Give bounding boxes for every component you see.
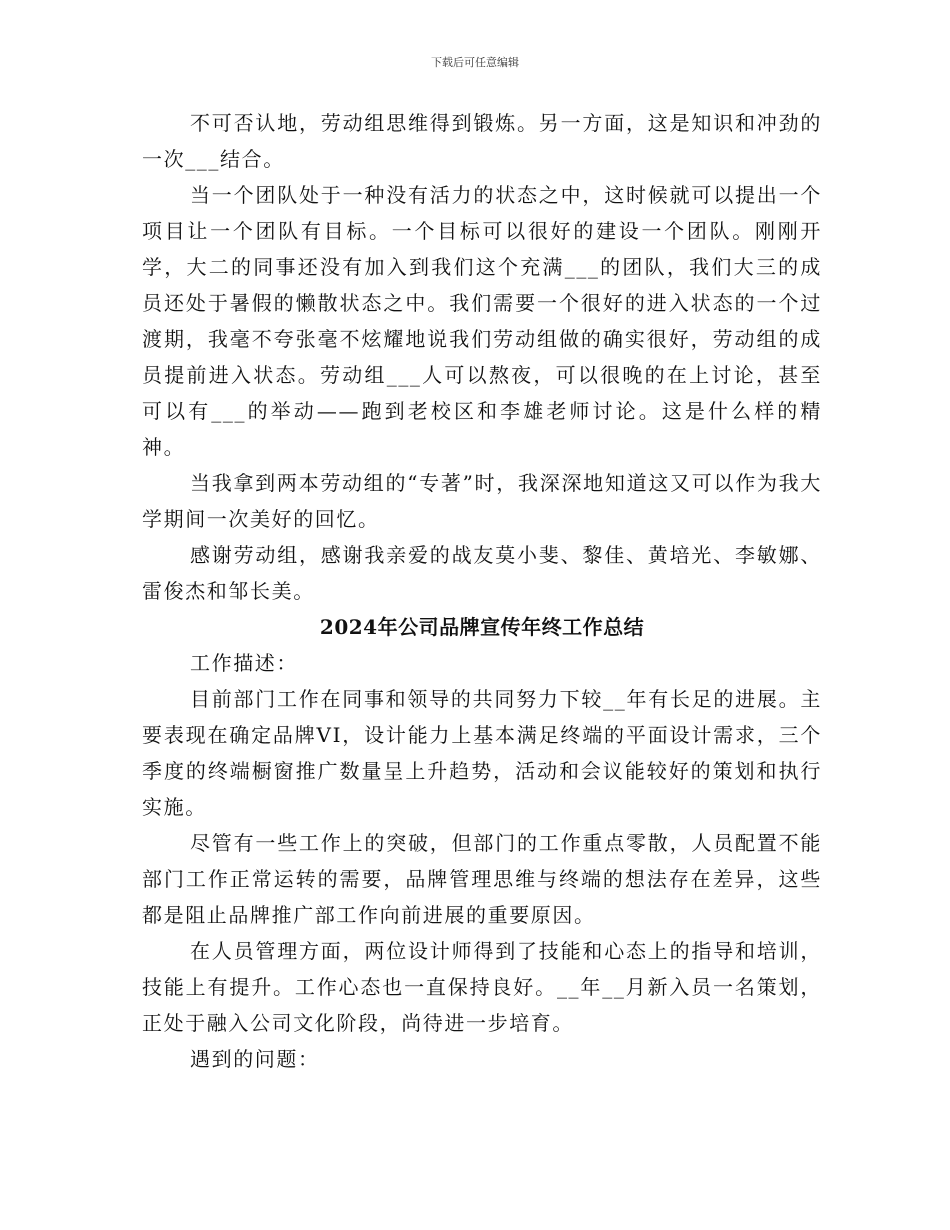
paragraph: 尽管有一些工作上的突破，但部门的工作重点零散，人员配置不能部门工作正常运转的需要，品牌管理思维与终端的想法存在差异，这些都是阻止品牌推广部工作向前进展的重要原因。 (142, 831, 822, 927)
paragraph: 感谢劳动组，感谢我亲爱的战友莫小斐、黎佳、黄培光、李敏娜、雷俊杰和邹长美。 (142, 543, 822, 603)
paragraph: 目前部门工作在同事和领导的共同努力下较__年有长足的进展。主要表现在确定品牌VI，设计能力上基本满足终端的平面设计需求，三个季度的终端橱窗推广数量呈上升趋势，活动和会议能较好的策划和执行实施。 (142, 687, 822, 819)
page-header: 下载后可任意编辑 (431, 56, 519, 69)
paragraph: 在人员管理方面，两位设计师得到了技能和心态上的指导和培训，技能上有提升。工作心态也一直保持良好。__年__月新入员一名策划，正处于融入公司文化阶段，尚待进一步培育。 (142, 939, 822, 1035)
paragraph: 遇到的问题： (190, 1047, 320, 1071)
paragraph: 工作描述： (190, 651, 298, 675)
section-title: 2024年公司品牌宣传年终工作总结 (319, 615, 645, 639)
paragraph: 当一个团队处于一种没有活力的状态之中，这时候就可以提出一个项目让一个团队有目标。一个目标可以很好的建设一个团队。刚刚开学，大二的同事还没有加入到我们这个充满___的团队，我们大三的成员还处于暑假的懒散状态之中。我们需要一个很好的进入状态的一个过渡期，我毫不夸张毫不炫耀地说我们劳动组做的确实很好，劳动组的成员提前进入状态。劳动组___人可以熬夜，可以很晚的在上讨论，甚至可以有___的举动——跑到老校区和李雄老师讨论。这是什么样的精神。 (142, 183, 822, 459)
paragraph: 不可否认地，劳动组思维得到锻炼。另一方面，这是知识和冲劲的一次___结合。 (142, 111, 822, 171)
document-body (142, 105, 822, 1077)
paragraph: 当我拿到两本劳动组的“专著”时，我深深地知道这又可以作为我大学期间一次美好的回忆。 (142, 471, 822, 531)
